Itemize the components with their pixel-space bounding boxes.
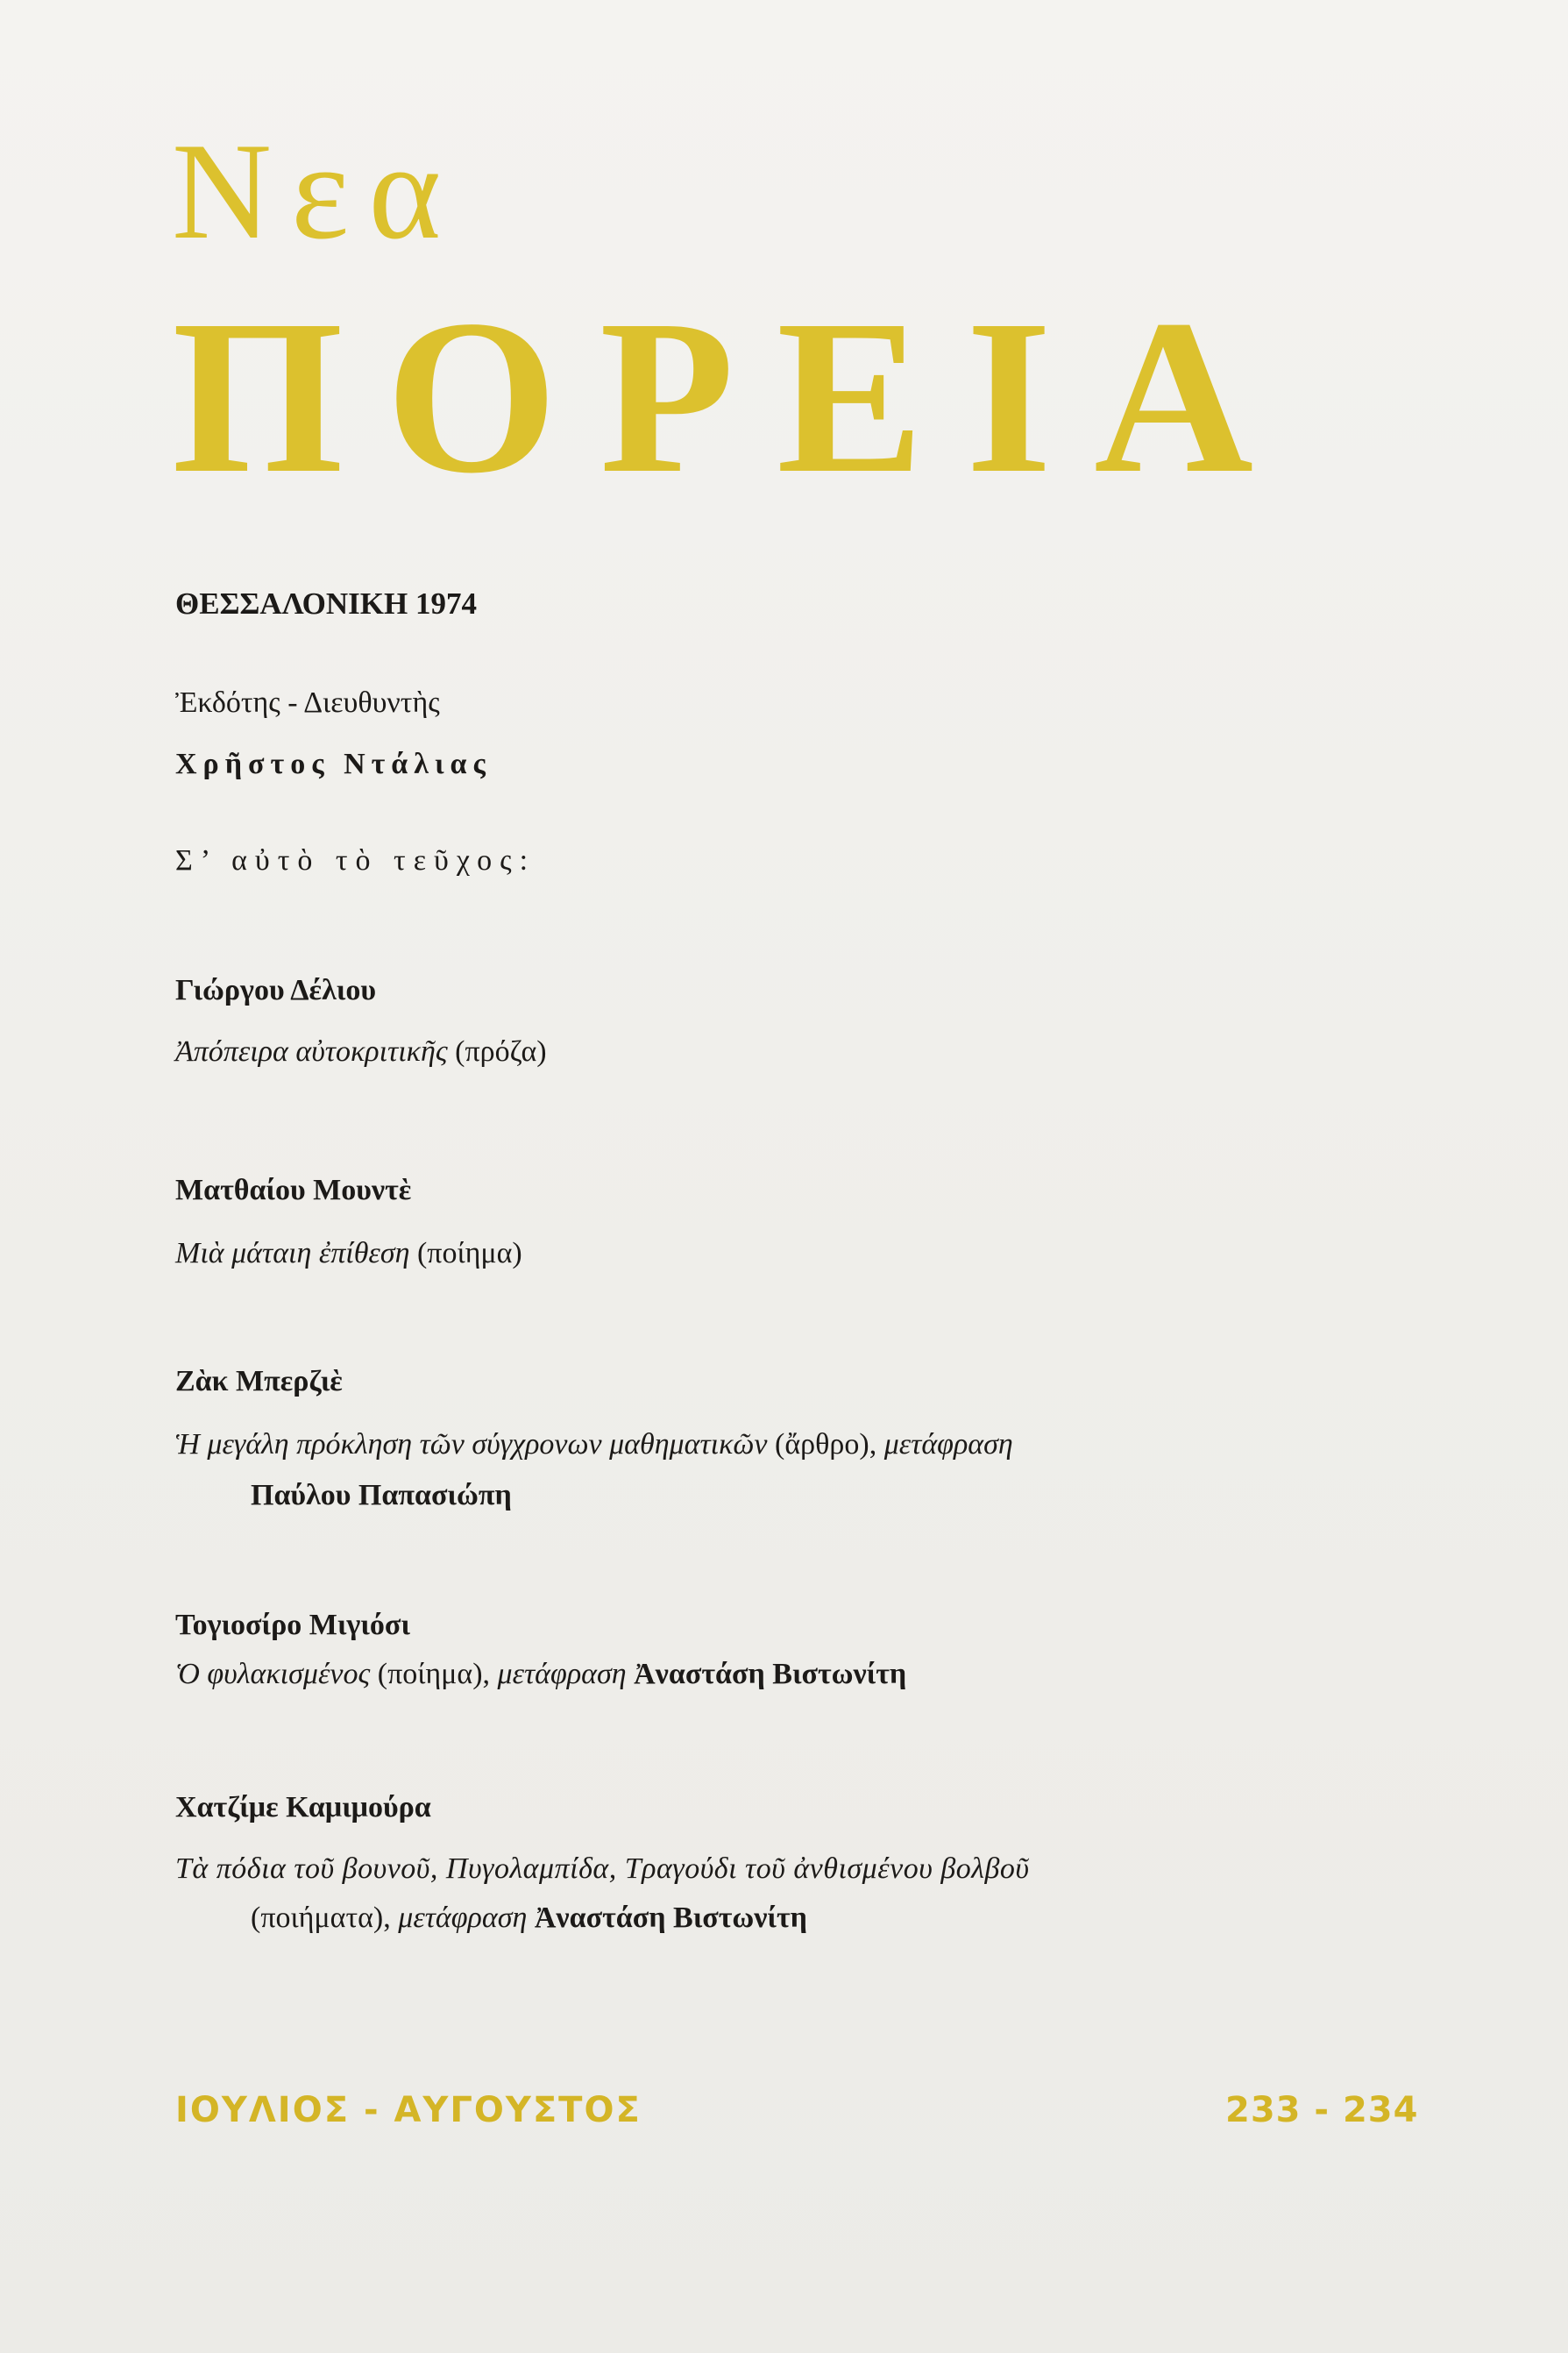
entry-type: (πρόζα) xyxy=(455,1035,547,1068)
entry-translator: Ἀναστάση Βιστωνίτη xyxy=(534,1902,807,1934)
entry-type: (ποιήματα), xyxy=(251,1902,391,1934)
masthead-title-large: ΠΟΡΕΙΑ xyxy=(172,274,1296,519)
publisher-label: Ἐκδότης - Διευθυντὴς xyxy=(175,686,440,719)
entry-title: Μιὰ μάταιη ἐπίθεση xyxy=(175,1237,410,1269)
entry-author: Γιώργου Δέλιου xyxy=(175,974,376,1006)
entry-work-line xyxy=(175,1657,906,1693)
entry-work-line xyxy=(175,1034,547,1070)
entry-title: Ἡ μεγάλη πρόκληση τῶν σύγχρονων μαθηματικῶν xyxy=(175,1428,768,1461)
entry-author: Τογιοσίρο Μιγιόσι xyxy=(175,1609,410,1641)
issue-months: ΙΟΥΛΙΟΣ - ΑΥΓΟΥΣΤΟΣ xyxy=(175,2090,642,2130)
entry-title: Ὁ φυλακισμένος xyxy=(175,1658,371,1690)
entry-type: (ἄρθρο), xyxy=(775,1428,877,1461)
entry-type: (ποίημα) xyxy=(416,1237,522,1269)
issue-numbers: 233 - 234 xyxy=(1225,2090,1419,2130)
issue-intro: Σ’ αὐτὸ τὸ τεῦχος: xyxy=(175,844,536,877)
entry-type: (ποίημα), xyxy=(377,1658,491,1690)
publisher-name: Χρῆστος Ντάλιας xyxy=(175,748,492,780)
entry-title: Τὰ πόδια τοῦ βουνοῦ, Πυγολαμπίδα, Τραγούδι τοῦ ἀνθισμένου βολβοῦ xyxy=(175,1852,1030,1885)
entry-author: Ζὰκ Μπερζιὲ xyxy=(175,1365,343,1397)
entry-translation-label: μετάφραση xyxy=(398,1902,528,1934)
entry-translation-label: μετάφραση xyxy=(883,1428,1013,1461)
entry-author: Ματθαίου Μουντὲ xyxy=(175,1174,412,1206)
entry-work-line xyxy=(175,1427,1013,1463)
entry-title: Ἀπόπειρα αὐτοκριτικῆς xyxy=(175,1035,448,1068)
place-year: ΘΕΣΣΑΛΟΝΙΚΗ 1974 xyxy=(175,586,477,621)
entry-work-line xyxy=(175,1236,522,1272)
entry-work-line xyxy=(251,1901,807,1937)
entry-translator: Παύλου Παπασιώπη xyxy=(251,1479,512,1511)
entry-translator: Ἀναστάση Βιστωνίτη xyxy=(634,1658,907,1690)
entry-translation-label: μετάφραση xyxy=(497,1658,627,1690)
masthead-title-small: Νεα xyxy=(172,115,461,268)
entry-author: Χατζίμε Καμιμούρα xyxy=(175,1791,431,1823)
